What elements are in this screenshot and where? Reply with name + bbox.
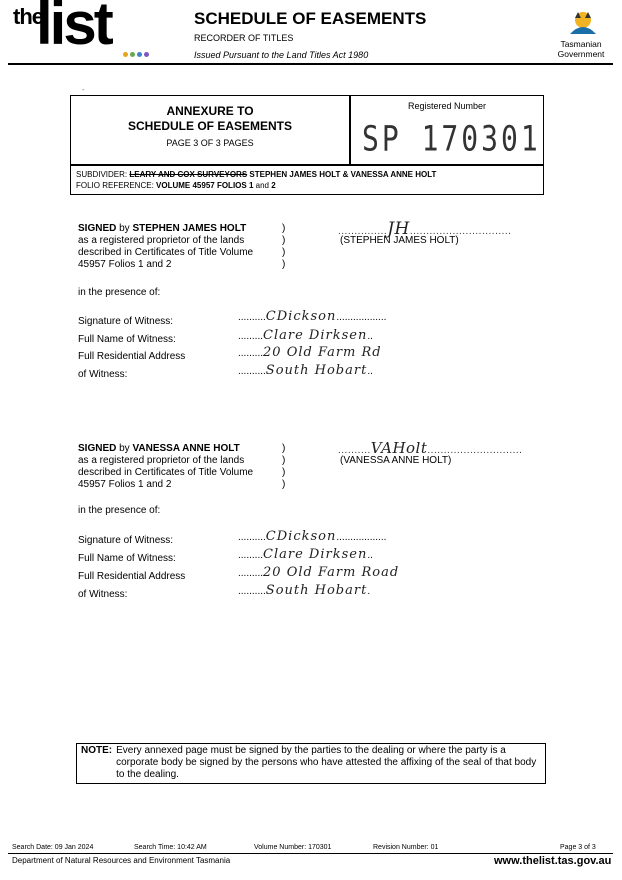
- footer-volume: Volume Number: 170301: [254, 844, 332, 851]
- witness-address-value: 20 Old Farm Road: [263, 565, 400, 580]
- footer-website-link[interactable]: www.thelist.tas.gov.au: [494, 855, 612, 867]
- signed-by: by: [119, 443, 130, 454]
- footer-department: Department of Natural Resources and Environment Tasmania: [12, 856, 231, 865]
- folio-and: and: [255, 181, 269, 190]
- witness-suburb-1: ..........South Hobart..: [238, 363, 373, 378]
- folio-last: 2: [271, 181, 276, 190]
- logo-dots: [123, 52, 149, 57]
- logo-list-text: list: [36, 0, 111, 57]
- annexure-title: [70, 104, 350, 134]
- signatory-line4: 45957 Folios 1 and 2: [78, 479, 172, 490]
- witness-suburb-value: South Hobart: [265, 363, 368, 378]
- witness-address-label: Full Residential Address: [78, 351, 186, 362]
- document-subtitle: RECORDER OF TITLES: [194, 33, 294, 43]
- witness-suburb-value: South Hobart: [265, 583, 368, 598]
- signature-caption-2: (VANESSA ANNE HOLT): [340, 455, 452, 466]
- presence-text-1: in the presence of:: [78, 287, 161, 298]
- govt-line1: Tasmanian: [560, 39, 602, 49]
- tasmanian-crest-icon: [566, 8, 600, 38]
- signatory-line4: 45957 Folios 1 and 2: [78, 259, 172, 270]
- bracket: ): [282, 235, 286, 246]
- signatory-block-2: [78, 443, 288, 491]
- signed-by: by: [119, 223, 130, 234]
- signature-line-2: ..........VAHolt.............................: [338, 439, 523, 457]
- stray-marker: -: [82, 85, 85, 94]
- annexure-divider-horizontal: [70, 164, 544, 166]
- document-title: SCHEDULE OF EASEMENTS: [194, 9, 427, 28]
- brackets-2: [282, 443, 285, 491]
- witness-address-value: 20 Old Farm Rd: [263, 345, 382, 360]
- signatory-line2: as a registered proprietor of the lands: [78, 455, 245, 466]
- witness-name-1: .........Clare Dirksen..: [238, 328, 373, 343]
- bracket: ): [282, 479, 286, 490]
- bracket: ): [282, 223, 286, 234]
- folio-value: VOLUME 45957 FOLIOS 1: [156, 181, 254, 190]
- footer-search-date: Search Date: 09 Jan 2024: [12, 844, 94, 851]
- signature-caption-1: (STEPHEN JAMES HOLT): [340, 235, 459, 246]
- page-count: PAGE 3 OF 3 PAGES: [166, 138, 254, 148]
- witness-address-label-2: of Witness:: [78, 369, 128, 380]
- logo-dot: [123, 52, 128, 57]
- govt-line2: Government: [557, 49, 605, 59]
- logo-the-text: the: [13, 4, 43, 29]
- signatory-name: VANESSA ANNE HOLT: [132, 443, 240, 454]
- signature-1: JH: [387, 219, 410, 239]
- subdivider-struck: LEARY AND COX SURVEYORS: [129, 170, 248, 179]
- government-label: [552, 39, 610, 59]
- logo-dot: [130, 52, 135, 57]
- witness-signature-1: ..........CDickson..................: [238, 309, 387, 324]
- signature-2: VAHolt: [370, 439, 428, 457]
- note-label: NOTE:: [81, 745, 113, 756]
- annexure-title-line2: SCHEDULE OF EASEMENTS: [127, 119, 292, 133]
- witness-signature-2: ..........CDickson..................: [238, 529, 387, 544]
- witness-suburb-2: ..........South Hobart.: [238, 583, 371, 598]
- witness-name-2: .........Clare Dirksen..: [238, 547, 373, 562]
- witness-address-2: .........20 Old Farm Road: [238, 565, 400, 580]
- note-box: [76, 743, 546, 784]
- footer-search-time: Search Time: 10:42 AM: [134, 844, 207, 851]
- bracket: ): [282, 467, 286, 478]
- witness-address-label-2: of Witness:: [78, 589, 128, 600]
- witness-name-label: Full Name of Witness:: [78, 334, 176, 345]
- signature-line-1: ...............JH...............................: [338, 219, 512, 239]
- signatory-line3: described in Certificates of Title Volume: [78, 247, 254, 258]
- signed-word: SIGNED: [78, 443, 117, 454]
- document-act: Issued Pursuant to the Land Titles Act 1980: [194, 50, 369, 60]
- bracket: ): [282, 443, 286, 454]
- footer-revision: Revision Number: 01: [373, 844, 439, 851]
- witness-name-label: Full Name of Witness:: [78, 553, 176, 564]
- registered-number-label: Registered Number: [407, 101, 487, 111]
- witness-address-label: Full Residential Address: [78, 571, 186, 582]
- bracket: ): [282, 259, 286, 270]
- witness-signature-value: CDickson: [265, 309, 337, 324]
- annexure-title-line1: ANNEXURE TO: [166, 104, 254, 118]
- logo-dot: [144, 52, 149, 57]
- note-text: Every annexed page must be signed by the parties to the dealing or where the party is a corporate body be signed by the persons who have attested the affixing of the seal of that body to the dealing.: [116, 745, 537, 780]
- witness-name-value: Clare Dirksen: [263, 547, 368, 562]
- signed-word: SIGNED: [78, 223, 117, 234]
- presence-text-2: in the presence of:: [78, 505, 161, 516]
- witness-name-value: Clare Dirksen: [263, 328, 368, 343]
- bracket: ): [282, 247, 286, 258]
- signatory-block-1: [78, 223, 288, 271]
- folio-line: [76, 181, 276, 190]
- header-rule: [8, 63, 613, 65]
- subdivider-line: [76, 170, 436, 179]
- subdivider-label: SUBDIVIDER:: [76, 170, 128, 179]
- signatory-line2: as a registered proprietor of the lands: [78, 235, 245, 246]
- logo-dot: [137, 52, 142, 57]
- footer-page: Page 3 of 3: [560, 844, 596, 851]
- witness-signature-value: CDickson: [265, 529, 337, 544]
- bracket: ): [282, 455, 286, 466]
- witness-address-1: .........20 Old Farm Rd: [238, 345, 382, 360]
- registered-number: SP 170301: [362, 118, 541, 160]
- signatory-line3: described in Certificates of Title Volume: [78, 467, 254, 478]
- witness-signature-label: Signature of Witness:: [78, 316, 174, 327]
- witness-signature-label: Signature of Witness:: [78, 535, 174, 546]
- subdivider-name: STEPHEN JAMES HOLT & VANESSA ANNE HOLT: [249, 170, 437, 179]
- brackets-1: [282, 223, 285, 271]
- folio-label: FOLIO REFERENCE:: [76, 181, 154, 190]
- signatory-name: STEPHEN JAMES HOLT: [132, 223, 247, 234]
- footer-rule: [8, 853, 613, 854]
